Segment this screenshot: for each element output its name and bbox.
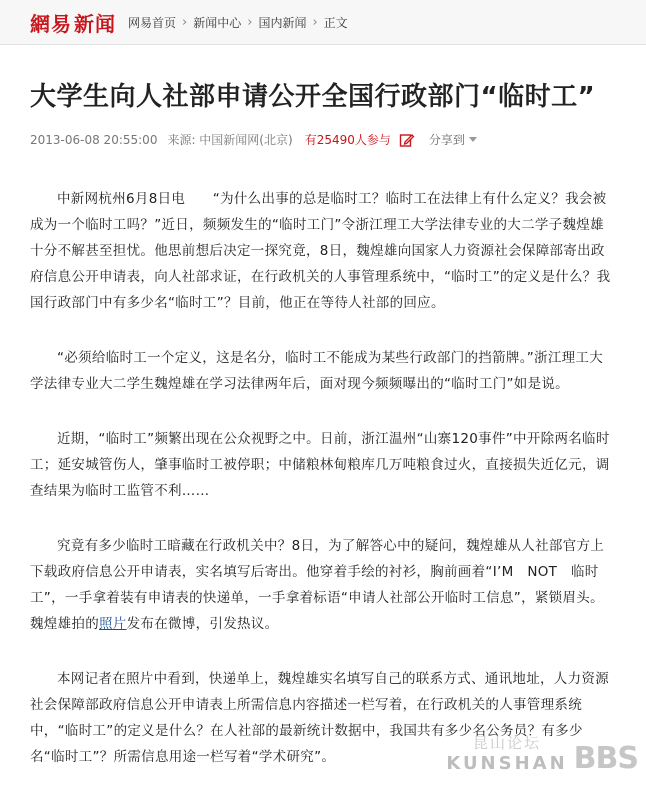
participants-link[interactable]: 有25490人参与: [304, 133, 391, 147]
article-paragraph: “必须给临时工一个定义，这是名分，临时工不能成为某些行政部门的挡箭牌。”浙江理工大学法律专业大二学生魏煌雄在学习法律两年后，面对现今频频曝出的“临时工门”如是说。: [30, 350, 604, 392]
article-title: 大学生向人社部申请公开全国行政部门“临时工”: [30, 82, 596, 112]
article-meta: [30, 131, 646, 148]
breadcrumb-home-link[interactable]: 网易首页: [128, 15, 177, 30]
netease-news-logo[interactable]: [30, 8, 116, 37]
article-paragraph: 近期，“临时工”频繁出现在公众视野之中。日前，浙江温州“山寨120事件”中开除两名临时工；延安城管伤人，肇事临时工被停职；中储粮林甸粮库几万吨粮食过火，直接损失近亿元，调查结果为临时工监管不利……: [30, 431, 610, 499]
logo-text-news: 新闻: [74, 11, 116, 36]
breadcrumb-separator: ›: [182, 14, 188, 30]
article-datetime: 2013-06-08 20:55:00: [30, 132, 158, 147]
article-paragraph: [30, 533, 615, 637]
article-source: 来源: 中国新闻网(北京): [167, 133, 293, 147]
logo-text-netease: 網易: [30, 11, 72, 36]
breadcrumb: [128, 14, 348, 31]
breadcrumb-news-center-link[interactable]: 新闻中心: [193, 15, 242, 30]
photo-link[interactable]: 照片: [99, 616, 127, 632]
kunshan-bbs-watermark: [446, 732, 638, 774]
top-nav-bar: [0, 0, 646, 45]
watermark-en: KUNSHAN: [446, 753, 568, 774]
breadcrumb-separator: ›: [247, 14, 253, 30]
chevron-down-icon: [469, 137, 477, 142]
paragraph-text: 发布在微博，引发热议。: [126, 616, 279, 632]
share-dropdown[interactable]: [429, 131, 477, 148]
paragraph-text: 究竟有多少临时工暗藏在行政机关中？8日，为了解答心中的疑问，魏煌雄从人社部官方上下载政府信息公开申请表，实名填写后寄出。他穿着手绘的衬衫，胸前画着“I’M NOT 临时工”，一手拿着装有申请表的快递单，一手拿着标语“申请人社部公开临时工信息”，紧锁眉头。魏煌雄拍的: [30, 538, 605, 632]
watermark-bbs: BBS: [573, 741, 638, 776]
article-paragraph: 中新网杭州6月8日电 “为什么出事的总是临时工？临时工在法律上有什么定义？我会被成为一个临时工吗？”近日，频频发生的“临时工门”令浙江理工大学法律专业的大二学子魏煌雄十分不解甚至担忧。他思前想后决定一探究竟，8日，魏煌雄向国家人力资源社会保障部寄出政府信息公开申请表，向人社部求证，在行政机关的人事管理系统中，“临时工”的定义是什么？我国行政部门中有多少名“临时工”？目前，他正在等待人社部的回应。: [30, 191, 611, 311]
article-paragraph: 本网记者在照片中看到，快递单上，魏煌雄实名填写自己的联系方式、通讯地址，人力资源社会保障部政府信息公开申请表上所需信息内容描述一栏写着，在行政机关的人事管理系统中，“临时工”的定义是什么？在人社部的最新统计数据中，我国共有多少名公务员？有多少名“临时工”？所需信息用途一栏写着“学术研究”。: [30, 671, 609, 765]
watermark-cn: 昆山论坛: [472, 734, 541, 752]
share-label: 分享到: [428, 133, 465, 147]
breadcrumb-separator: ›: [312, 14, 318, 30]
comment-edit-icon[interactable]: [399, 132, 415, 148]
breadcrumb-domestic-news-link[interactable]: 国内新闻: [258, 15, 307, 30]
watermark-text-group: [446, 732, 567, 774]
article-body: [30, 186, 615, 799]
breadcrumb-current: 正文: [323, 15, 348, 30]
